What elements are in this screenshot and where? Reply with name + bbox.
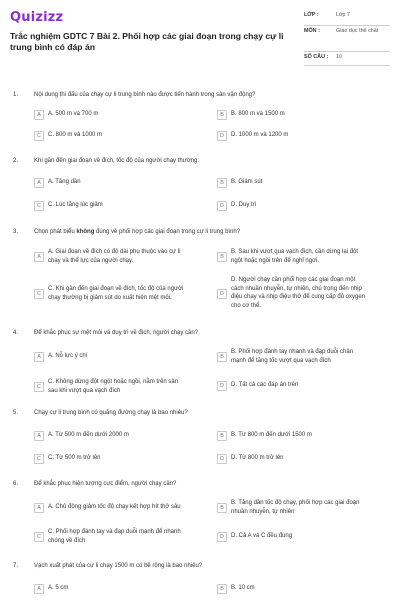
meta-table — [304, 10, 390, 66]
option-letter-box: B — [217, 584, 227, 594]
option-text: C. Khi gần đến giai đoạn về đích, tốc độ của người chạy thường bị giảm sút do xuất hiện mệt mỏi. — [48, 286, 184, 301]
question-text — [34, 229, 374, 235]
option-text: C. 800 m và 1000 m — [48, 132, 103, 138]
quizizz-logo: Quizizz — [10, 10, 64, 25]
option-letter-box: A — [34, 431, 44, 441]
option-d[interactable] — [217, 131, 367, 141]
option-text: C. Phối hợp đánh tay và đạp duỗi mạnh để nhanh chóng về đích — [48, 529, 181, 544]
option-d[interactable] — [217, 201, 367, 211]
option-letter-box: B — [217, 503, 227, 513]
question-text-start: Chọn phát biểu — [34, 229, 77, 235]
question-number: 7. — [13, 563, 19, 569]
question-emphasis: không — [76, 229, 95, 235]
option-b[interactable] — [217, 178, 367, 188]
option-text: A. 500 m và 700 m — [48, 111, 99, 117]
option-letter-box: C — [34, 289, 44, 299]
option-c[interactable] — [34, 285, 184, 302]
option-c[interactable] — [34, 201, 184, 211]
option-text: B. Sau khi vượt qua vạch đích, cần dừng lại đột ngột hoặc ngồi trên để nghỉ ngơi. — [231, 249, 359, 264]
option-b[interactable] — [217, 584, 367, 594]
option-letter-box: C — [34, 532, 44, 542]
option-letter-box: A — [34, 252, 44, 262]
option-d[interactable] — [217, 532, 367, 542]
option-text: B. Phối hợp đánh tay nhanh và đạp duỗi chân mạnh để tăng tốc vượt qua vạch đích — [231, 349, 354, 364]
question-number: 1. — [13, 92, 19, 98]
option-letter-box: C — [34, 201, 44, 211]
option-letter-box: D — [217, 201, 227, 211]
question-number: 4. — [13, 330, 19, 336]
option-b[interactable] — [217, 248, 367, 265]
question-text-end: đúng về phối hợp các giai đoạn trong cự li trung bình? — [94, 229, 241, 235]
option-letter-box: D — [217, 131, 227, 141]
option-text: D. Cả A và C đều đúng — [231, 533, 293, 539]
option-c[interactable] — [34, 378, 184, 395]
option-c[interactable] — [34, 528, 184, 545]
meta-row-count — [304, 52, 390, 66]
option-letter-box: B — [217, 431, 227, 441]
question-text: Để khắc phục sự mệt mỏi và duy trì về đích, người chạy cần? — [34, 330, 199, 336]
option-text: A. Nỗ lực ý chí — [48, 353, 88, 359]
option-a[interactable] — [34, 110, 184, 120]
option-b[interactable] — [217, 110, 367, 120]
option-text: C. Lúc tăng lúc giảm — [48, 202, 103, 208]
option-d[interactable] — [217, 454, 367, 464]
option-letter-box: D — [217, 454, 227, 464]
question-number: 2. — [13, 158, 19, 164]
option-a[interactable] — [34, 503, 184, 513]
option-text: C. Từ 500 m trở lên — [48, 455, 101, 461]
question-number: 5. — [13, 410, 19, 416]
option-letter-box: D — [217, 381, 227, 391]
option-b[interactable] — [217, 499, 367, 516]
option-letter-box: B — [217, 352, 227, 362]
option-text: D. Tất cả các đáp án trên — [231, 382, 299, 388]
option-text: D. Người chạy cần phối hợp các giai đoạn một cách nhuần nhuyễn, tự nhiên, chú trọng đến nhịp điệu chạy và nhịp điệu thở để cung cấp đủ oxygen cho cơ thể. — [231, 277, 366, 309]
option-text: D. Từ 800 m trở lên — [231, 455, 284, 461]
option-b[interactable] — [217, 431, 367, 441]
option-text: A. Tăng dần — [48, 179, 81, 185]
option-letter-box: D — [217, 289, 227, 299]
option-text: D. Duy trì — [231, 202, 257, 208]
question-number: 3. — [13, 229, 19, 235]
option-letter-box: B — [217, 178, 227, 188]
option-text: A. Giai đoạn về đích có độ dài phụ thuộc vào cự li chạy và thể lực của người chạy. — [48, 249, 181, 264]
question-number: 6. — [13, 481, 19, 487]
option-letter-box: A — [34, 178, 44, 188]
option-text: B. Giảm sút — [231, 179, 263, 185]
worksheet-title: Trắc nghiệm GDTC 7 Bài 2. Phối hợp các giai đoạn trong chạy cự li trung bình có đáp án — [10, 31, 284, 52]
option-letter-box: B — [217, 252, 227, 262]
option-text: D. 1000 m và 1200 m — [231, 132, 289, 138]
option-d[interactable] — [217, 381, 367, 391]
meta-value: 10 — [336, 54, 342, 60]
option-letter-box: D — [217, 532, 227, 542]
option-letter-box: A — [34, 503, 44, 513]
option-letter-box: B — [217, 110, 227, 120]
question-text: Vạch xuất phát của cự li chạy 1500 m có bề rộng là bao nhiêu? — [34, 563, 203, 569]
option-text: B. 800 m và 1500 m — [231, 111, 285, 117]
option-letter-box: A — [34, 352, 44, 362]
worksheet-header — [0, 0, 400, 72]
option-a[interactable] — [34, 178, 184, 188]
meta-key: SỐ CÂU : — [304, 54, 329, 60]
option-a[interactable] — [34, 431, 184, 441]
option-letter-box: A — [34, 584, 44, 594]
option-text: C. Không dừng đột ngột hoặc ngồi, nằm trên sân sau khi vượt qua vạch đích — [48, 379, 179, 394]
option-a[interactable] — [34, 584, 184, 594]
option-text: B. Tăng dần tốc độ chạy, phối hợp các giai đoạn nhuần nhuyễn, tự nhiên — [231, 500, 360, 515]
meta-key: MÔN : — [304, 28, 320, 34]
option-letter-box: A — [34, 110, 44, 120]
option-c[interactable] — [34, 131, 184, 141]
option-letter-box: C — [34, 131, 44, 141]
meta-row-class — [304, 10, 390, 26]
meta-row-subject — [304, 26, 390, 52]
option-text: A. Từ 500 m đến dưới 2000 m — [48, 432, 129, 438]
option-c[interactable] — [34, 454, 184, 464]
meta-value: Lớp 7 — [336, 12, 351, 18]
meta-key: LỚP : — [304, 12, 319, 18]
option-text: B. 10 cm — [231, 585, 255, 591]
option-text: B. Từ 800 m đến dưới 1500 m — [231, 432, 312, 438]
option-letter-box: C — [34, 382, 44, 392]
question-text: Nội dung thi đấu của chạy cự li trung bình nào được tiến hành trong sân vận động? — [34, 92, 256, 98]
question-text: Khi gần đến giai đoạn về đích, tốc độ của người chạy thường: — [34, 158, 200, 164]
option-text: A. Chủ động giảm tốc độ chạy kết hợp hít thở sâu — [48, 504, 181, 510]
question-text: Chạy cự li trung bình có quãng đường chạy là bao nhiêu? — [34, 410, 188, 416]
option-a[interactable] — [34, 248, 184, 265]
option-letter-box: C — [34, 454, 44, 464]
option-d[interactable] — [217, 276, 367, 310]
option-b[interactable] — [217, 348, 367, 365]
option-text: A. 5 cm — [48, 585, 69, 591]
question-text: Để khắc phục hiện tượng cực điểm, người chạy cần? — [34, 481, 177, 487]
option-a[interactable] — [34, 352, 184, 362]
meta-value: Giáo dục thể chất — [336, 28, 379, 34]
